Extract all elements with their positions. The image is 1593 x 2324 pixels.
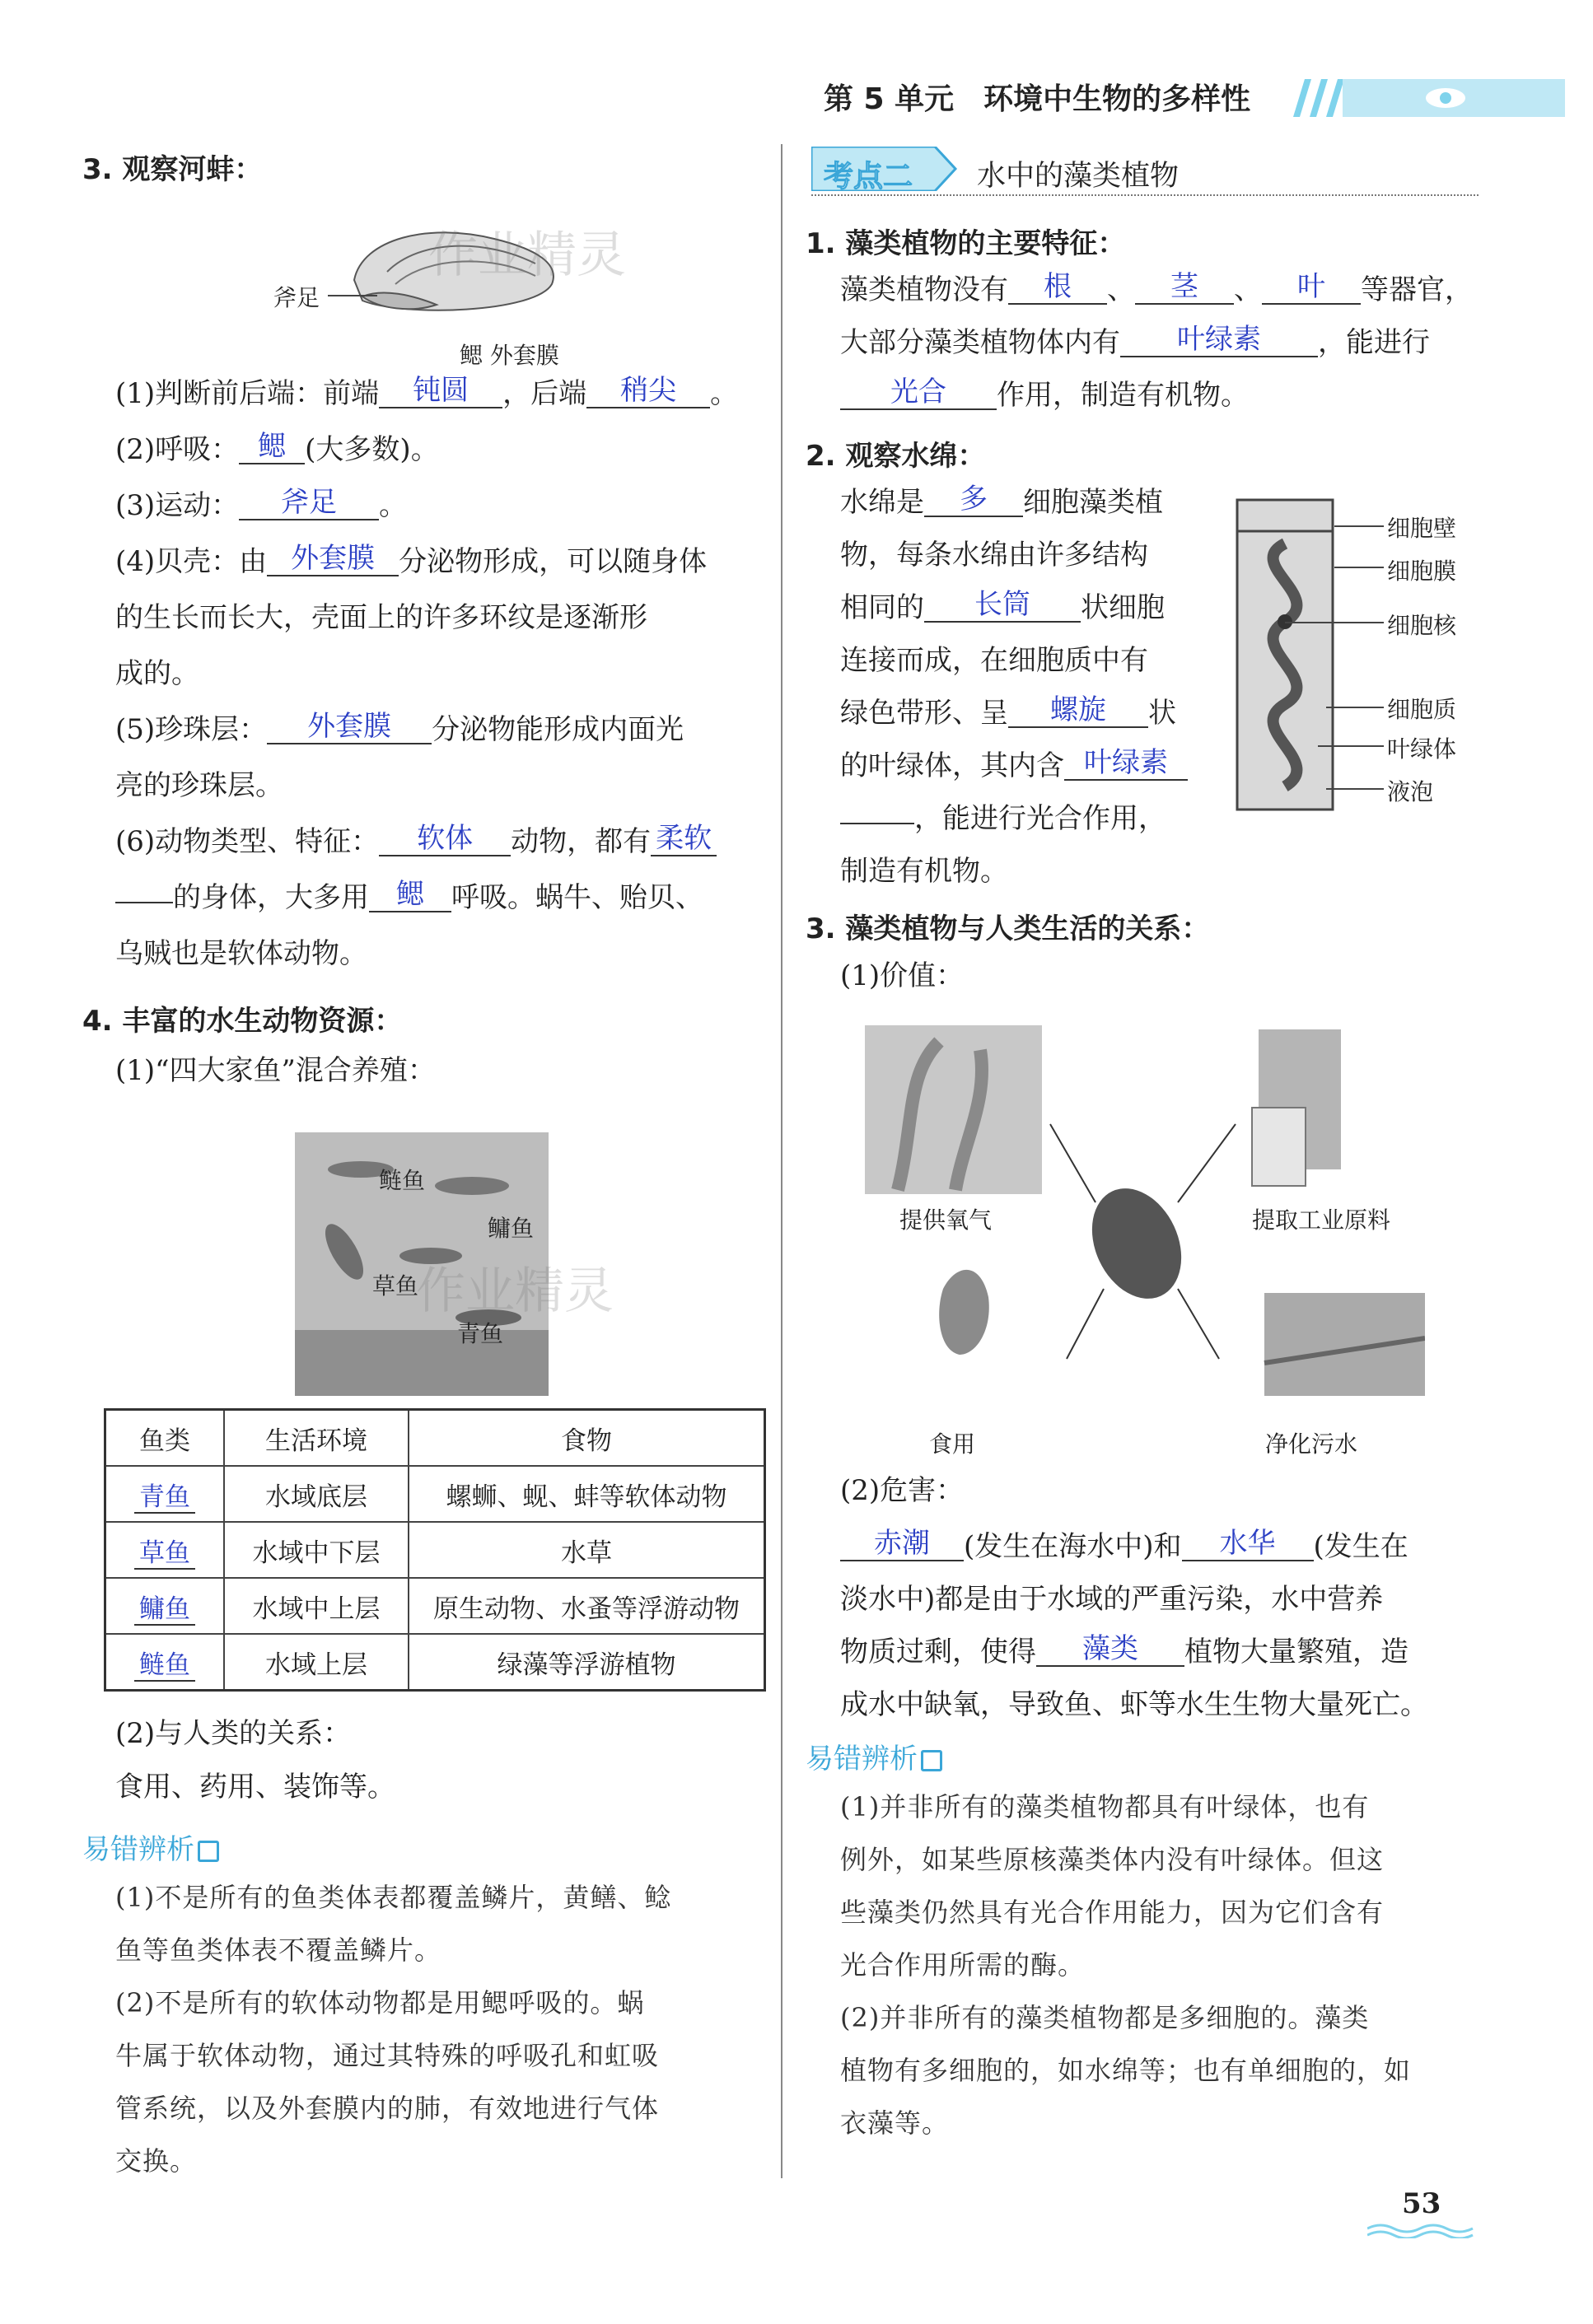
harm-subtitle: (2)危害： — [840, 1474, 965, 1507]
table-cell: 水域中上层 — [224, 1578, 409, 1634]
label-vacuole: 液泡 — [1387, 778, 1434, 805]
blank-leaf[interactable]: 叶 — [1262, 270, 1361, 305]
spirogyra-line-5: 绿色带形、呈 螺旋 状 — [840, 693, 1176, 730]
blank-root[interactable]: 根 — [1008, 270, 1107, 305]
blank-movement[interactable]: 斧足 — [239, 486, 379, 520]
algae-value-figure — [865, 1025, 1425, 1454]
table-cell[interactable]: 青鱼 — [105, 1466, 225, 1522]
line-3-6c: 乌贼也是软体动物。 — [115, 937, 367, 970]
table-cell: 水域底层 — [224, 1466, 409, 1522]
caption-oxygen: 提供氧气 — [899, 1206, 993, 1234]
table-cell: 绿藻等浮游植物 — [409, 1634, 765, 1691]
line-3-1: (1)判断前后端：前端 钝圆 ，后端 稍尖 。 — [115, 374, 739, 410]
spirogyra-line-6: 的叶绿体，其内含 叶绿素 — [840, 749, 1188, 784]
blank-back-end[interactable]: 稍尖 — [586, 374, 710, 408]
label-cytoplasm: 细胞质 — [1387, 696, 1457, 723]
spirogyra-line-2: 物，每条水绵由许多结构 — [840, 539, 1148, 572]
table-cell: 水域中下层 — [224, 1522, 409, 1578]
blank-red-tide[interactable]: 赤潮 — [840, 1527, 964, 1561]
blank-front-end[interactable]: 钝圆 — [379, 374, 502, 408]
algae-section-3-title: 3. 藻类植物与人类生活的关系： — [806, 912, 1210, 945]
blank-algae[interactable]: 藻类 — [1036, 1632, 1184, 1667]
error-notes-right: (1)并非所有的藻类植物都具有叶绿体，也有 例外，如某些原核藻类体内没有叶绿体。但这 些藻类仍然具有光合作用能力，因为它们含有 光合作用所需的酶。 (2)并非所有的藻类植物都是多细胞的。藻类 植物有多细胞的，如水绵等；也有单细胞的，如 衣藻等。 — [840, 1791, 1412, 2139]
label-bighead-carp: 鳙鱼 — [488, 1215, 535, 1242]
blank-photosynthesis[interactable]: 光合 — [840, 376, 997, 410]
blank-multicellular[interactable]: 多 — [924, 483, 1023, 517]
error-notes-left: (1)不是所有的鱼类体表都覆盖鳞片，黄鳝、鲶 鱼等鱼类体表不覆盖鳞片。 (2)不是所有的软体动物都是用鳃呼吸的。蜗 牛属于软体动物，通过其特殊的呼吸孔和虹吸 管系统，以及外套膜内的肺，有效地进行气体 交换。 — [115, 1882, 672, 2177]
line-3-6b: 的身体，大多用 鳃 呼吸。蜗牛、贻贝、 — [115, 881, 703, 916]
table-cell: 水草 — [409, 1522, 765, 1578]
harm-line-3: 物质过剩，使得 藻类 植物大量繁殖，造 — [840, 1632, 1408, 1668]
label-line — [1326, 788, 1384, 790]
label-cell-membrane: 细胞膜 — [1387, 558, 1457, 585]
label-line — [1285, 622, 1384, 623]
blank-soft-cont[interactable] — [115, 902, 173, 903]
table-row — [105, 1578, 765, 1634]
label-line-foot — [328, 295, 377, 296]
line-3-5b: 亮的珍珠层。 — [115, 769, 283, 802]
table-cell[interactable]: 鳙鱼 — [105, 1578, 225, 1634]
algae-section-2-title: 2. 观察水绵： — [806, 440, 986, 473]
key-point-badge-label: 考点二 — [824, 160, 913, 194]
line-3-4b: 的生长而长大，壳面上的许多环纹是逐渐形 — [115, 601, 647, 634]
spirogyra-line-8: 制造有机物。 — [840, 855, 1008, 888]
blank-shell[interactable]: 外套膜 — [267, 542, 399, 576]
label-black-carp: 青鱼 — [457, 1320, 504, 1347]
caption-food: 食用 — [929, 1430, 976, 1458]
harm-line-2: 淡水中)都是由于水域的严重污染，水中营养 — [840, 1583, 1384, 1616]
section-4-sub1: (1)“四大家鱼”混合养殖： — [115, 1054, 436, 1087]
blank-breathing[interactable]: 鳃 — [239, 430, 305, 464]
label-line — [1326, 707, 1384, 708]
error-analysis-label: 易错辨析 — [82, 1827, 219, 1867]
table-header: 生活环境 — [224, 1410, 409, 1467]
blank-water-bloom[interactable]: 水华 — [1182, 1527, 1314, 1561]
unit-title: 第 5 单元 环境中生物的多样性 — [824, 82, 1251, 116]
label-gill-mantle: 鳃 外套膜 — [460, 342, 559, 369]
spirogyra-line-3: 相同的 长筒 状细胞 — [840, 588, 1165, 624]
page-number: 53 — [1402, 2187, 1441, 2220]
blank-chlorophyll-2[interactable]: 叶绿素 — [1064, 746, 1188, 781]
label-silver-carp: 鲢鱼 — [379, 1167, 426, 1194]
blank-chlorophyll-2-cont[interactable] — [840, 823, 914, 824]
spirogyra-line-1: 水绵是 多 细胞藻类植 — [840, 483, 1163, 519]
line-3-2: (2)呼吸： 鳃 (大多数)。 — [115, 430, 439, 466]
blank-stem[interactable]: 茎 — [1135, 270, 1234, 305]
algae-line-1: 藻类植物没有 根 、 茎 、 叶 等器官， — [840, 270, 1473, 306]
spirogyra-line-4: 连接而成，在细胞质中有 — [840, 644, 1148, 677]
key-point-title: 水中的藻类植物 — [977, 160, 1180, 193]
section-4-title: 4. 丰富的水生动物资源： — [82, 1005, 403, 1038]
fish-table — [104, 1408, 766, 1692]
spirogyra-diagram — [1236, 498, 1334, 811]
table-row — [105, 1466, 765, 1522]
table-header: 食物 — [409, 1410, 765, 1467]
harm-line-1: 赤潮 (发生在海水中)和 水华 (发生在 — [840, 1530, 1408, 1565]
line-3-6a: (6)动物类型、特征： 软体 动物，都有 柔软 — [115, 825, 717, 860]
blank-spiral[interactable]: 螺旋 — [1008, 693, 1148, 728]
error-analysis-label-right: 易错辨析 — [806, 1736, 942, 1776]
table-header-row — [105, 1410, 765, 1467]
blank-animal-type[interactable]: 软体 — [379, 822, 511, 856]
column-divider — [781, 144, 782, 2178]
arrow-box-icon — [198, 1841, 219, 1862]
algae-line-2: 大部分藻类植物体内有 叶绿素 ，能进行 — [840, 323, 1430, 359]
label-line — [1334, 525, 1384, 527]
caption-water: 净化污水 — [1265, 1430, 1358, 1458]
label-line — [1318, 745, 1384, 747]
line-3-4c: 成的。 — [115, 657, 199, 690]
badge-underline — [811, 194, 1479, 196]
table-cell: 螺蛳、蚬、蚌等软体动物 — [409, 1466, 765, 1522]
watermark: 作业精灵 — [428, 226, 626, 284]
blank-gill-2[interactable]: 鳃 — [369, 878, 451, 912]
table-cell[interactable]: 草鱼 — [105, 1522, 225, 1578]
blank-pearl[interactable]: 外套膜 — [267, 710, 432, 744]
line-3-5a: (5)珍珠层： 外套膜 分泌物能形成内面光 — [115, 710, 684, 746]
value-subtitle: (1)价值： — [840, 959, 965, 992]
arrow-box-icon — [921, 1750, 942, 1771]
section-3-title: 3. 观察河蚌： — [82, 153, 263, 186]
algae-section-1-title: 1. 藻类植物的主要特征： — [806, 227, 1126, 260]
spirogyra-line-7: ，能进行光合作用， — [840, 802, 1166, 835]
table-row — [105, 1634, 765, 1691]
table-cell: 水域上层 — [224, 1634, 409, 1691]
label-line — [1334, 567, 1384, 568]
label-foot: 斧足 — [273, 284, 320, 311]
label-grass-carp: 草鱼 — [372, 1272, 419, 1300]
table-cell: 原生动物、水蚤等浮游动物 — [409, 1578, 765, 1634]
header-decoration — [1293, 79, 1565, 117]
blank-chlorophyll[interactable]: 叶绿素 — [1120, 323, 1318, 357]
label-cell-wall: 细胞壁 — [1387, 515, 1457, 542]
section-4-sub2: (2)与人类的关系： — [115, 1717, 352, 1750]
watermark-2: 作业精灵 — [416, 1262, 614, 1320]
label-chloroplast: 叶绿体 — [1387, 735, 1457, 763]
label-nucleus: 细胞核 — [1387, 612, 1457, 639]
line-3-3: (3)运动： 斧足 。 — [115, 486, 408, 522]
section-4-sub2-text: 食用、药用、装饰等。 — [115, 1771, 395, 1804]
line-3-4a: (4)贝壳：由 外套膜 分泌物形成，可以随身体 — [115, 542, 708, 578]
algae-line-3: 光合 作用，制造有机物。 — [840, 379, 1249, 413]
blank-soft[interactable]: 柔软 — [651, 822, 717, 856]
page-number-wave — [1367, 2222, 1474, 2238]
caption-industrial: 提取工业原料 — [1252, 1206, 1391, 1234]
table-header: 鱼类 — [105, 1410, 225, 1467]
harm-line-4: 成水中缺氧，导致鱼、虾等水生生物大量死亡。 — [840, 1688, 1428, 1721]
table-cell[interactable]: 鲢鱼 — [105, 1634, 225, 1691]
blank-cylindrical[interactable]: 长筒 — [924, 588, 1081, 623]
table-row — [105, 1522, 765, 1578]
